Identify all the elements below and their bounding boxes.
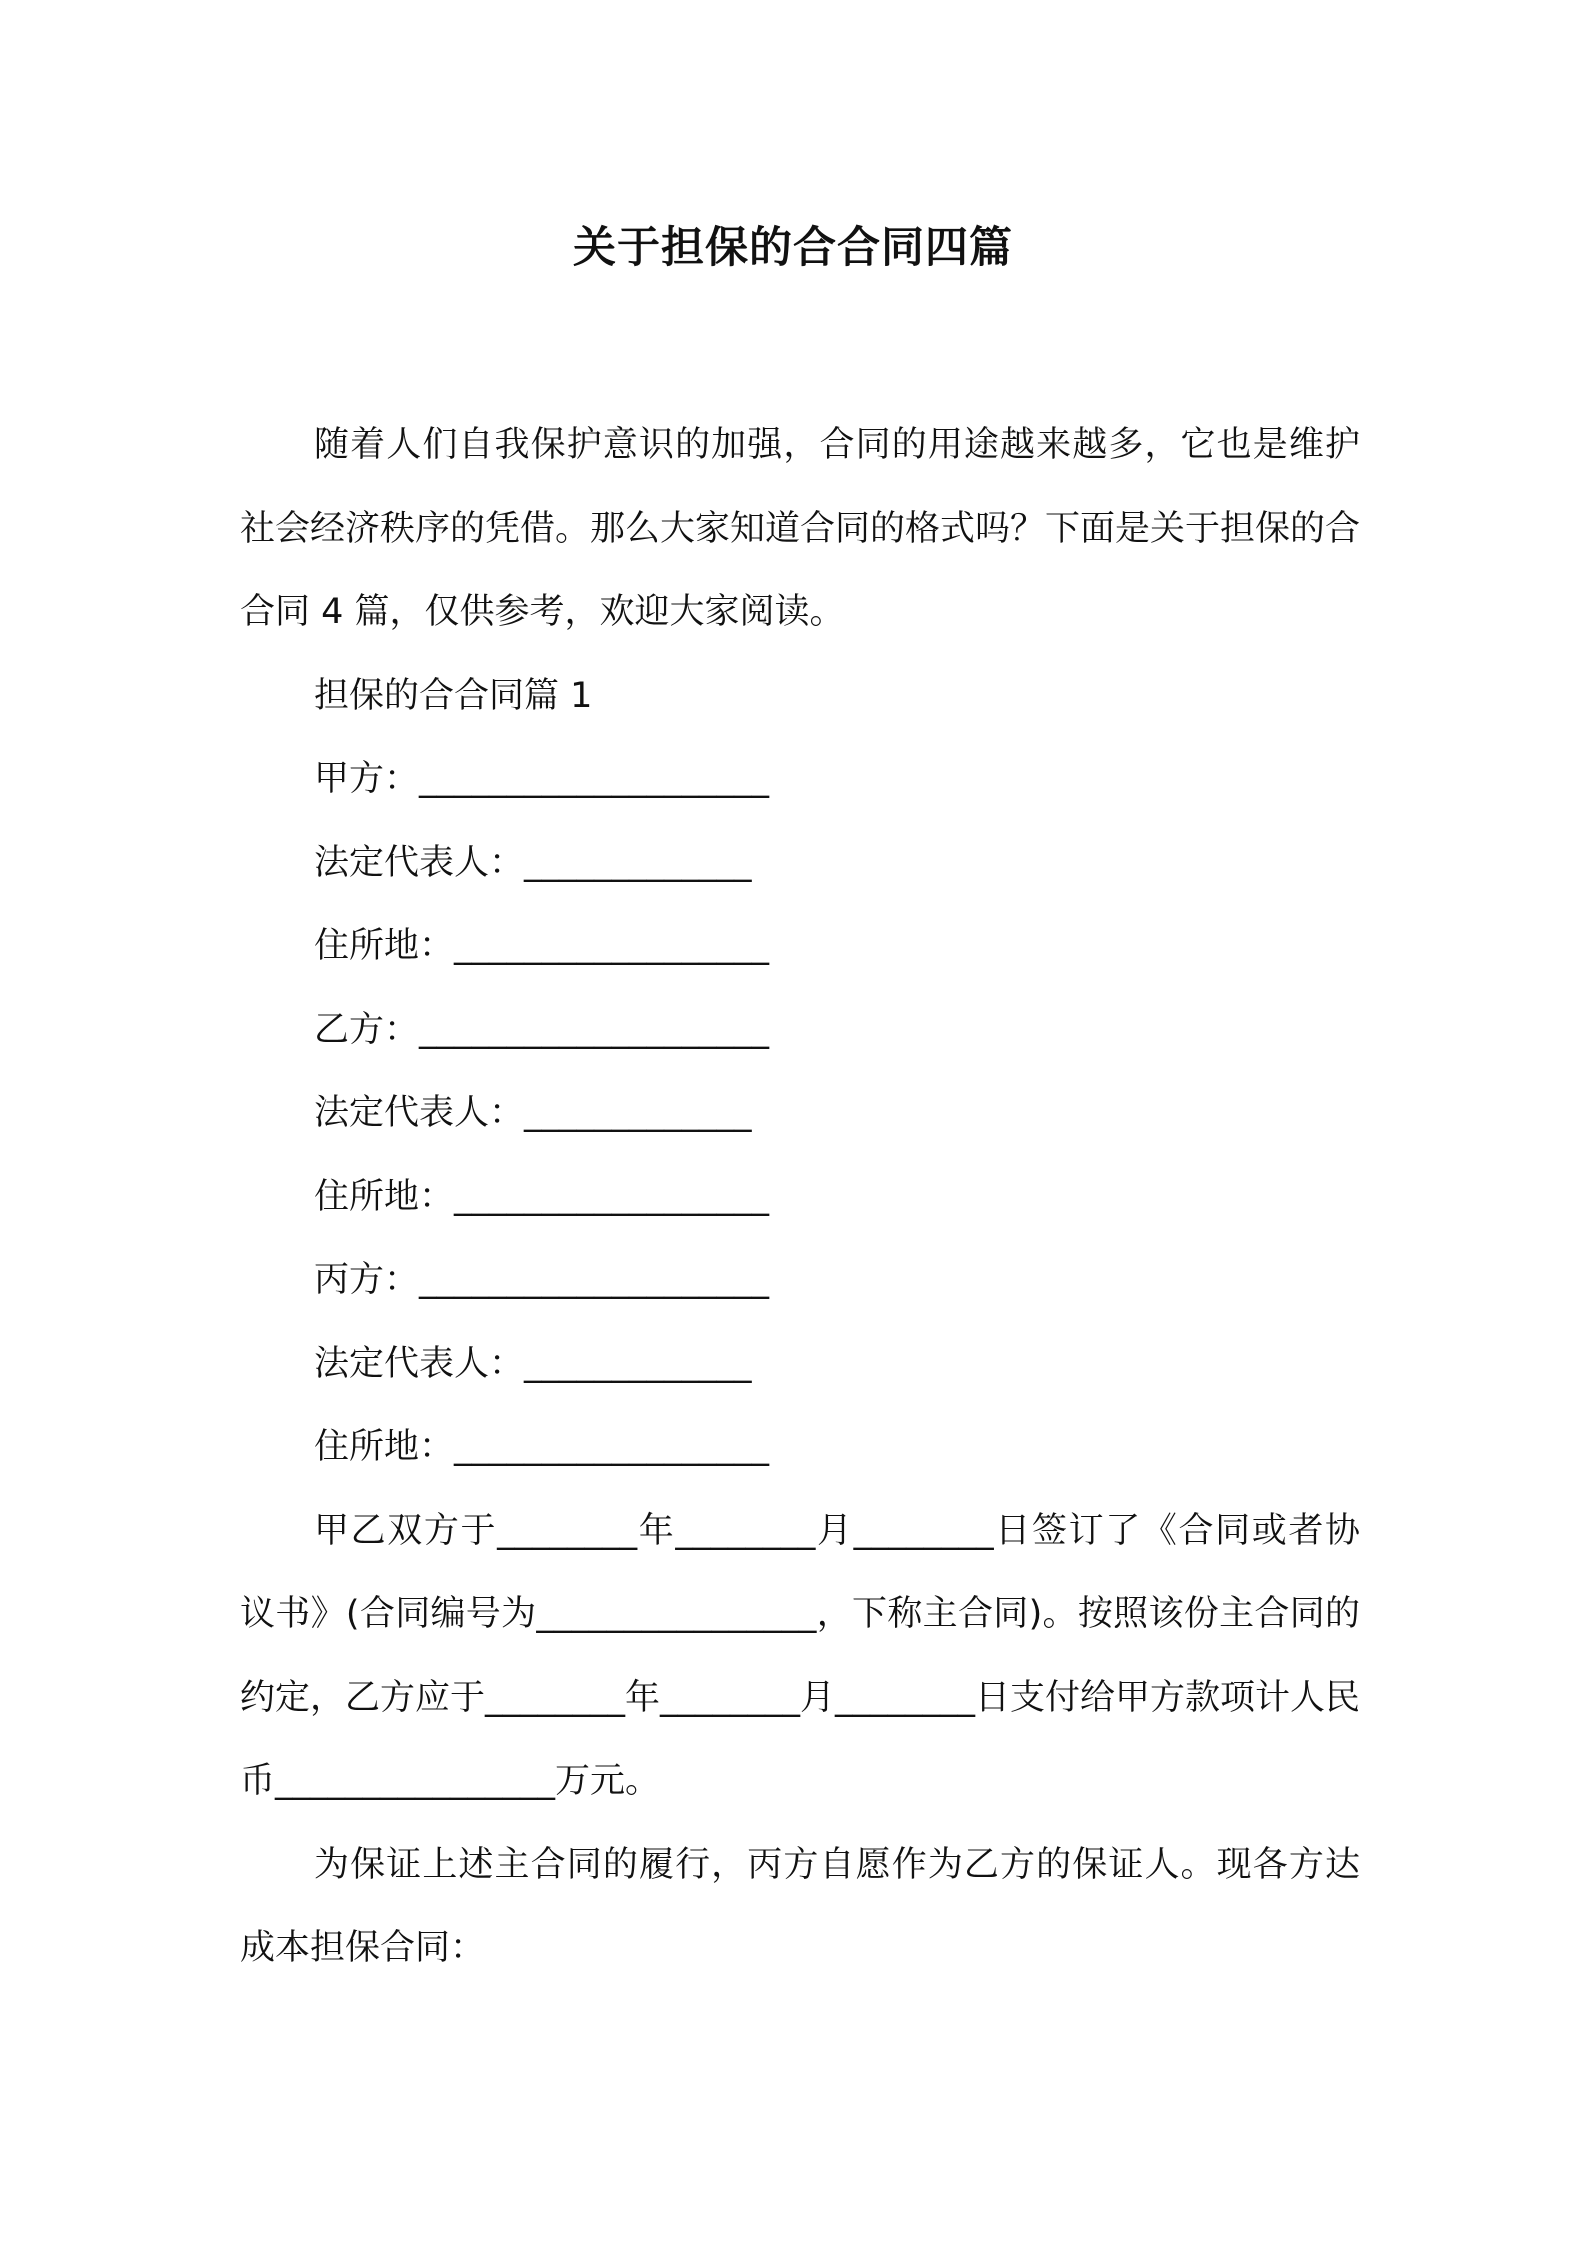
party-c-field: 丙方：____________________	[314, 1260, 770, 1300]
intro-paragraph: 随着人们自我保护意识的加强，合同的用途越来越多，它也是维护社会经济秩序的凭借。那么大家知道合同的格式吗？下面是关于担保的合合同 4 篇，仅供参考，欢迎大家阅读。	[240, 425, 1361, 632]
party-a-field: 甲方：____________________	[314, 759, 770, 799]
party-b-representative-field: 法定代表人：_____________	[314, 1093, 752, 1133]
party-c-address-field: 住所地：__________________	[314, 1427, 770, 1467]
party-b-address-field: 住所地：__________________	[314, 1176, 770, 1217]
clause-paragraph-1: 甲乙双方于________年________月________日签订了《合同或者协议书》(合同编号为________________，下称主合同)。按照该份主合同的约定，乙方应于________年________月________日支付给甲方款项计人民币________________万元。	[240, 1510, 1361, 1801]
clause-paragraph-2: 为保证上述主合同的履行，丙方自愿作为乙方的保证人。现各方达成本担保合同：	[240, 1844, 1360, 1968]
party-a-address-field: 住所地：__________________	[314, 926, 770, 966]
document-body	[240, 404, 1360, 1991]
section-heading: 担保的合合同篇 1	[314, 675, 593, 716]
party-a-representative-field: 法定代表人：_____________	[314, 842, 752, 883]
party-c-representative-field: 法定代表人：_____________	[314, 1343, 752, 1384]
document-title: 关于担保的合合同四篇	[573, 223, 1013, 273]
party-b-field: 乙方：____________________	[314, 1009, 770, 1050]
